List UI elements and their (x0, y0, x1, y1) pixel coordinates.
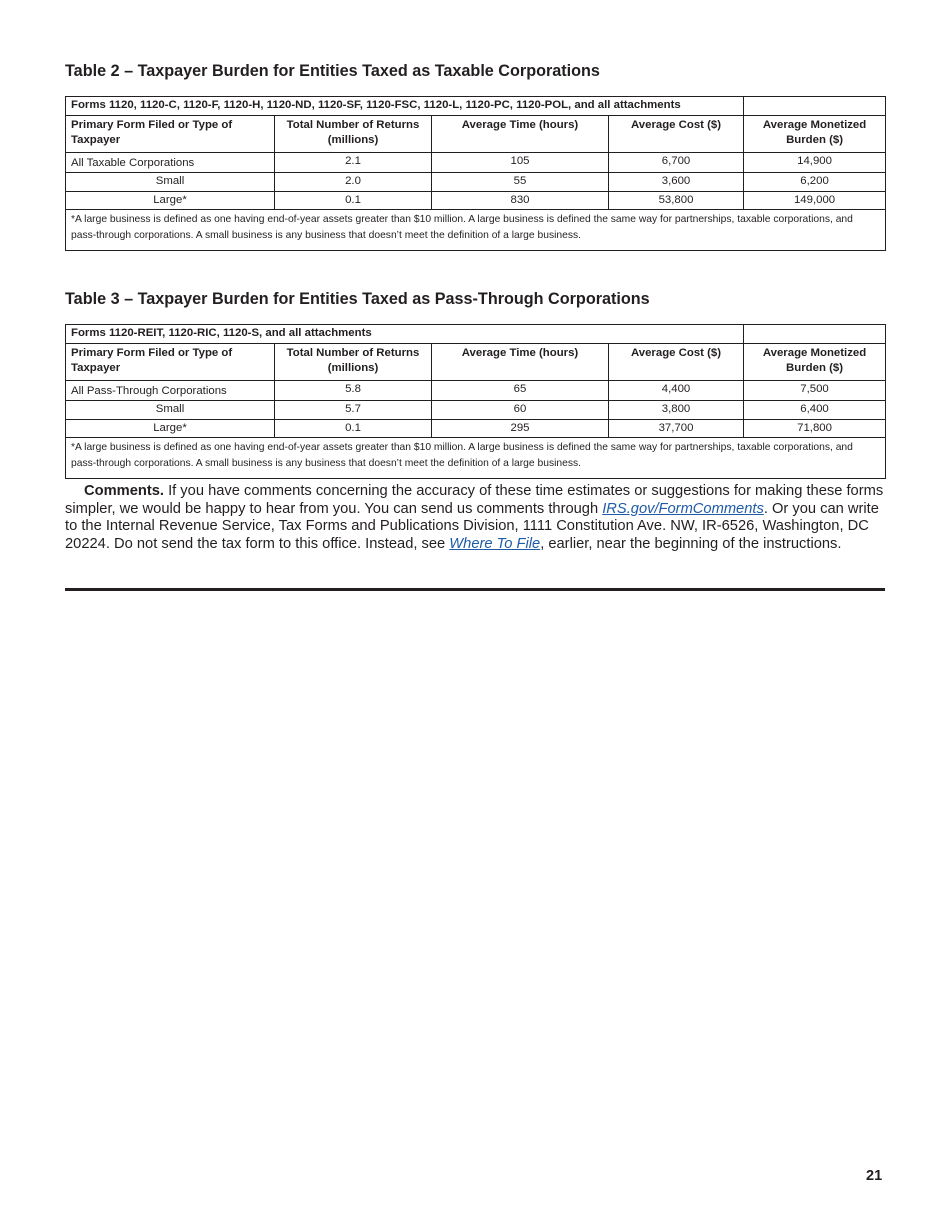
column-header: Total Number of Returns (millions) (275, 343, 432, 380)
table-cell: 830 (432, 191, 609, 210)
column-header: Primary Form Filed or Type of Taxpayer (66, 343, 275, 380)
table-cell: 3,600 (609, 173, 744, 192)
column-header: Average Cost ($) (609, 343, 744, 380)
table-cell: All Taxable Corporations (66, 152, 275, 173)
table-cell: 0.1 (275, 191, 432, 210)
table-cell: 5.7 (275, 401, 432, 420)
section-divider (65, 588, 885, 591)
table-cell: Large* (66, 191, 275, 210)
table-cell: 53,800 (609, 191, 744, 210)
column-header: Average Cost ($) (609, 115, 744, 152)
table-cell: 14,900 (744, 152, 886, 173)
table-cell: Small (66, 173, 275, 192)
table-2-empty-cell (744, 97, 886, 116)
table-cell: 0.1 (275, 419, 432, 438)
table-cell: 7,500 (744, 380, 886, 401)
table-row (66, 173, 886, 192)
table-cell: 295 (432, 419, 609, 438)
table-cell: 6,200 (744, 173, 886, 192)
table-3 (65, 324, 886, 479)
table-3-header-row (66, 343, 886, 380)
table-cell: 6,400 (744, 401, 886, 420)
table-row (66, 419, 886, 438)
table-row (66, 152, 886, 173)
table-cell: 2.1 (275, 152, 432, 173)
column-header: Average Monetized Burden ($) (744, 343, 886, 380)
table-row (66, 380, 886, 401)
table-cell: 3,800 (609, 401, 744, 420)
table-2-forms-header: Forms 1120, 1120-C, 1120-F, 1120-H, 1120-ND, 1120-SF, 1120-FSC, 1120-L, 1120-PC, 1120-POL, and all attachments (66, 97, 744, 116)
table-cell: 2.0 (275, 173, 432, 192)
table-cell: 71,800 (744, 419, 886, 438)
comments-text: . Or you can write to the Internal Revenue Service, Tax Forms and Publications Division, 1111 Constitution Ave. NW, IR-6526, Washington, DC 20224. Do not send the tax form to this office. Instead, see (65, 500, 879, 552)
table-3-empty-cell (744, 325, 886, 344)
table-2 (65, 96, 886, 251)
table-cell: Small (66, 401, 275, 420)
table-cell: 6,700 (609, 152, 744, 173)
comments-paragraph (65, 483, 885, 553)
table-cell: 37,700 (609, 419, 744, 438)
column-header: Average Time (hours) (432, 343, 609, 380)
table-3-forms-row (66, 325, 886, 344)
table-cell: 60 (432, 401, 609, 420)
table-2-footnote: *A large business is defined as one having end-of-year assets greater than $10 million. A large business is defined the same way for partnerships, taxable corporations, and pass-through corporations. A small business is any business that doesn’t meet the definition of a large business. (66, 210, 886, 251)
table-cell: 149,000 (744, 191, 886, 210)
table-cell: 55 (432, 173, 609, 192)
table-row (66, 191, 886, 210)
comments-text: If you have comments concerning the accuracy of these time estimates or suggestions for making these forms simpler, we would be happy to hear from you. You can send us comments through (65, 483, 884, 517)
column-header: Average Monetized Burden ($) (744, 115, 886, 152)
table-2-header-row (66, 115, 886, 152)
table-cell: 5.8 (275, 380, 432, 401)
table-2-title: Table 2 – Taxpayer Burden for Entities Taxed as Taxable Corporations (65, 62, 600, 80)
table-2-footnote-row (66, 210, 886, 251)
table-2-forms-row (66, 97, 886, 116)
table-cell: All Pass-Through Corporations (66, 380, 275, 401)
table-cell: 4,400 (609, 380, 744, 401)
column-header: Average Time (hours) (432, 115, 609, 152)
comments-text: , earlier, near the beginning of the instructions. (540, 535, 842, 552)
where-to-file-link[interactable]: Where To File (449, 535, 541, 552)
table-3-footnote: *A large business is defined as one having end-of-year assets greater than $10 million. A large business is defined the same way for partnerships, taxable corporations, and pass-through corporations. A small business is any business that doesn’t meet the definition of a large business. (66, 438, 886, 479)
table-cell: 105 (432, 152, 609, 173)
table-row (66, 401, 886, 420)
form-comments-link[interactable]: IRS.gov/FormComments (602, 500, 764, 517)
table-3-title: Table 3 – Taxpayer Burden for Entities Taxed as Pass-Through Corporations (65, 290, 650, 308)
page-number: 21 (866, 1168, 883, 1184)
column-header: Primary Form Filed or Type of Taxpayer (66, 115, 275, 152)
table-cell: 65 (432, 380, 609, 401)
table-3-forms-header: Forms 1120-REIT, 1120-RIC, 1120-S, and all attachments (66, 325, 744, 344)
table-3-footnote-row (66, 438, 886, 479)
table-cell: Large* (66, 419, 275, 438)
column-header: Total Number of Returns (millions) (275, 115, 432, 152)
comments-heading: Comments. (84, 483, 164, 499)
